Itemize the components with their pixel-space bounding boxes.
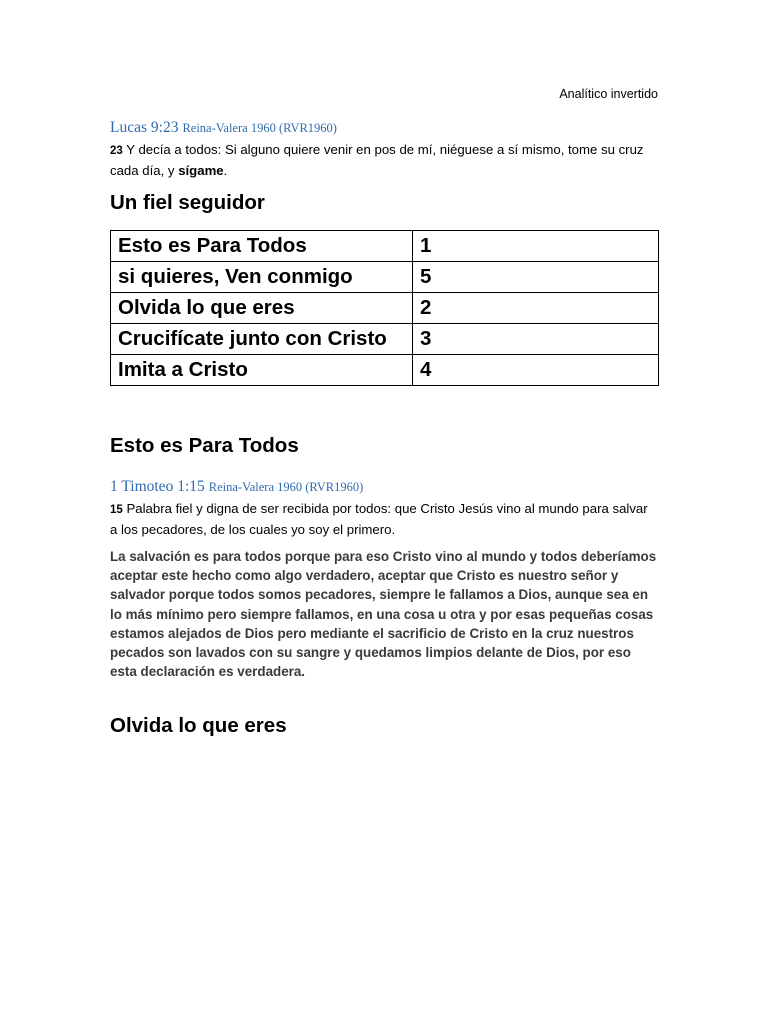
section-heading-fiel-seguidor: Un fiel seguidor [110, 191, 265, 214]
table-row [111, 231, 659, 262]
outline-order: 1 [413, 231, 659, 262]
outline-order: 5 [413, 262, 659, 293]
outline-point: Olvida lo que eres [111, 293, 413, 324]
reference-version: Reina-Valera 1960 (RVR1960) [208, 480, 364, 494]
table-row [111, 293, 659, 324]
verse-body: Palabra fiel y digna de ser recibida por todos: que Cristo Jesús vino al mundo para salvar a los pecadores, de los cuales yo soy el primero. [110, 501, 648, 537]
outline-point: Esto es Para Todos [111, 231, 413, 262]
outline-order: 4 [413, 355, 659, 386]
reference-book: 1 Timoteo 1:15 [110, 478, 205, 495]
verse-text-lucas [110, 140, 658, 181]
verse-number: 15 [110, 504, 123, 516]
commentary-paragraph: La salvación es para todos porque para eso Cristo vino al mundo y todos deberíamos aceptar este hecho como algo verdadero, aceptar que Cristo es nuestro señor y salvador porque todos somos pecadores, siempre le fallamos a Dios, aunque sea en lo más mínimo pero siempre fallamos, en una cosa u otra y por esas pequeñas cosas estamos alejados de Dios pero mediante el sacrificio de Cristo en la cruz nuestros pecados son lavados con su sangre y quedamos limpios delante de Dios, por eso esta declaración es verdadera. [110, 549, 657, 680]
outline-point: Crucifícate junto con Cristo [111, 324, 413, 355]
outline-order: 2 [413, 293, 659, 324]
outline-point: Imita a Cristo [111, 355, 413, 386]
reference-version: Reina-Valera 1960 (RVR1960) [182, 121, 337, 135]
outline-order: 3 [413, 324, 659, 355]
verse-text-timoteo [110, 499, 658, 540]
page-header-label: Analítico invertido [559, 87, 658, 101]
verse-emphasis: sígame [178, 163, 224, 178]
table-row [111, 324, 659, 355]
outline-table [110, 230, 659, 386]
reference-book: Lucas 9:23 [110, 119, 179, 136]
outline-point: si quieres, Ven conmigo [111, 262, 413, 293]
verse-body: Y decía a todos: Si alguno quiere venir en pos de mí, niéguese a sí mismo, tome su cruz cada día, y [110, 142, 644, 178]
section-heading-olvida: Olvida lo que eres [110, 714, 287, 737]
table-row [111, 355, 659, 386]
verse-reference-timoteo[interactable] [110, 478, 363, 496]
section-heading-para-todos: Esto es Para Todos [110, 434, 299, 457]
table-row [111, 262, 659, 293]
verse-reference-lucas[interactable] [110, 119, 337, 137]
verse-number: 23 [110, 145, 123, 157]
verse-end: . [223, 163, 228, 178]
